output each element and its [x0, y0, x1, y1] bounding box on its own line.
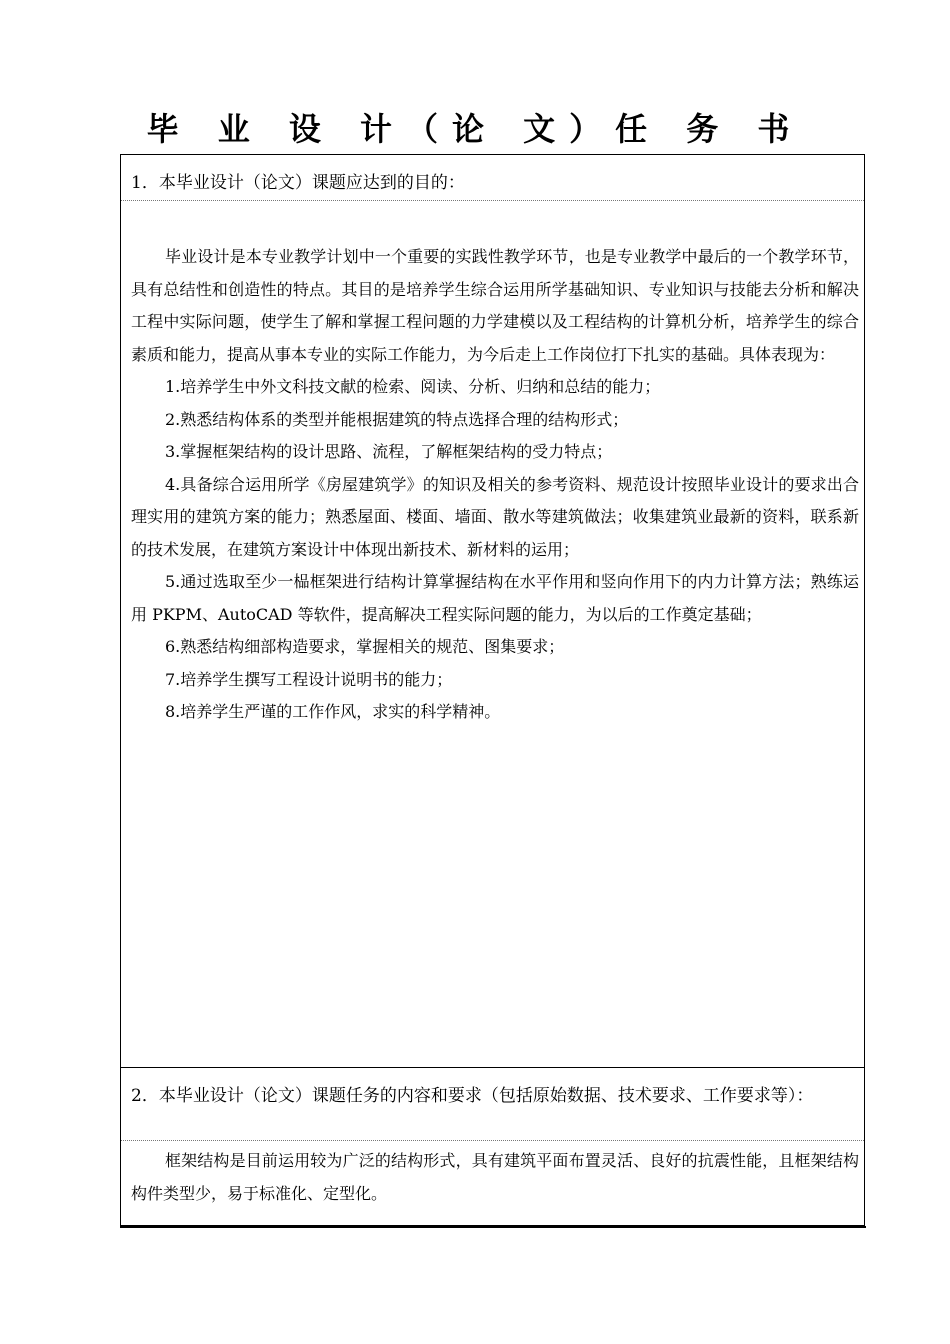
section-separator: [121, 1067, 864, 1068]
section1-item-8: 8.培养学生严谨的工作作风，求实的科学精神。: [165, 702, 501, 721]
section2-text: 框架结构是目前运用较为广泛的结构形式，具有建筑平面布置灵活、良好的抗震性能，且框架结构构件类型少，易于标准化、定型化。: [131, 1151, 859, 1203]
section1-item-7: 7.培养学生撰写工程设计说明书的能力；: [165, 669, 453, 689]
table-bottom-border: [120, 1226, 866, 1228]
section1-item-1: 1.培养学生中外文科技文献的检索、阅读、分析、归纳和总结的能力；: [165, 377, 661, 396]
section1-item-4: 4.具备综合运用所学《房屋建筑学》的知识及相关的参考资料、规范设计按照毕业设计的要求出合理实用的建筑方案的能力；熟悉屋面、楼面、墙面、散水等建筑做法；收集建筑业最新的资料，联系新的技术发展，在建筑方案设计中体现出新技术、新材料的运用；: [131, 474, 859, 559]
document-title: 毕 业 设 计（论 文）任 务 书: [146, 110, 804, 148]
section1-heading: 1．本毕业设计（论文）课题应达到的目的：: [131, 173, 465, 193]
section2-heading: 2．本毕业设计（论文）课题任务的内容和要求（包括原始数据、技术要求、工作要求等）：: [131, 1086, 814, 1106]
section1-item-3: 3.掌握框架结构的设计思路、流程，了解框架结构的受力特点；: [165, 442, 613, 461]
section1-item-6: 6.熟悉结构细部构造要求，掌握相关的规范、图集要求；: [165, 637, 565, 656]
section2-body: [131, 1145, 859, 1210]
section2-divider: [121, 1140, 864, 1141]
section1-item-2: 2.熟悉结构体系的类型并能根据建筑的特点选择合理的结构形式；: [165, 409, 629, 429]
section1-body: [131, 241, 859, 729]
section1-intro: 毕业设计是本专业教学计划中一个重要的实践性教学环节，也是专业教学中最后的一个教学环节，具有总结性和创造性的特点。其目的是培养学生综合运用所学基础知识、专业知识与技能去分析和解决工程中实际问题，使学生了解和掌握工程问题的力学建模以及工程结构的计算机分析，培养学生的综合素质和能力，提高从事本专业的实际工作能力，为今后走上工作岗位打下扎实的基础。具体表现为：: [131, 247, 859, 364]
section1-divider: [121, 200, 864, 201]
task-table: [120, 154, 865, 1226]
section1-item-5: 5.通过选取至少一榀框架进行结构计算掌握结构在水平作用和竖向作用下的内力计算方法；熟练运用 PKPM、AutoCAD 等软件，提高解决工程实际问题的能力，为以后的工作奠定基础；: [131, 572, 859, 624]
